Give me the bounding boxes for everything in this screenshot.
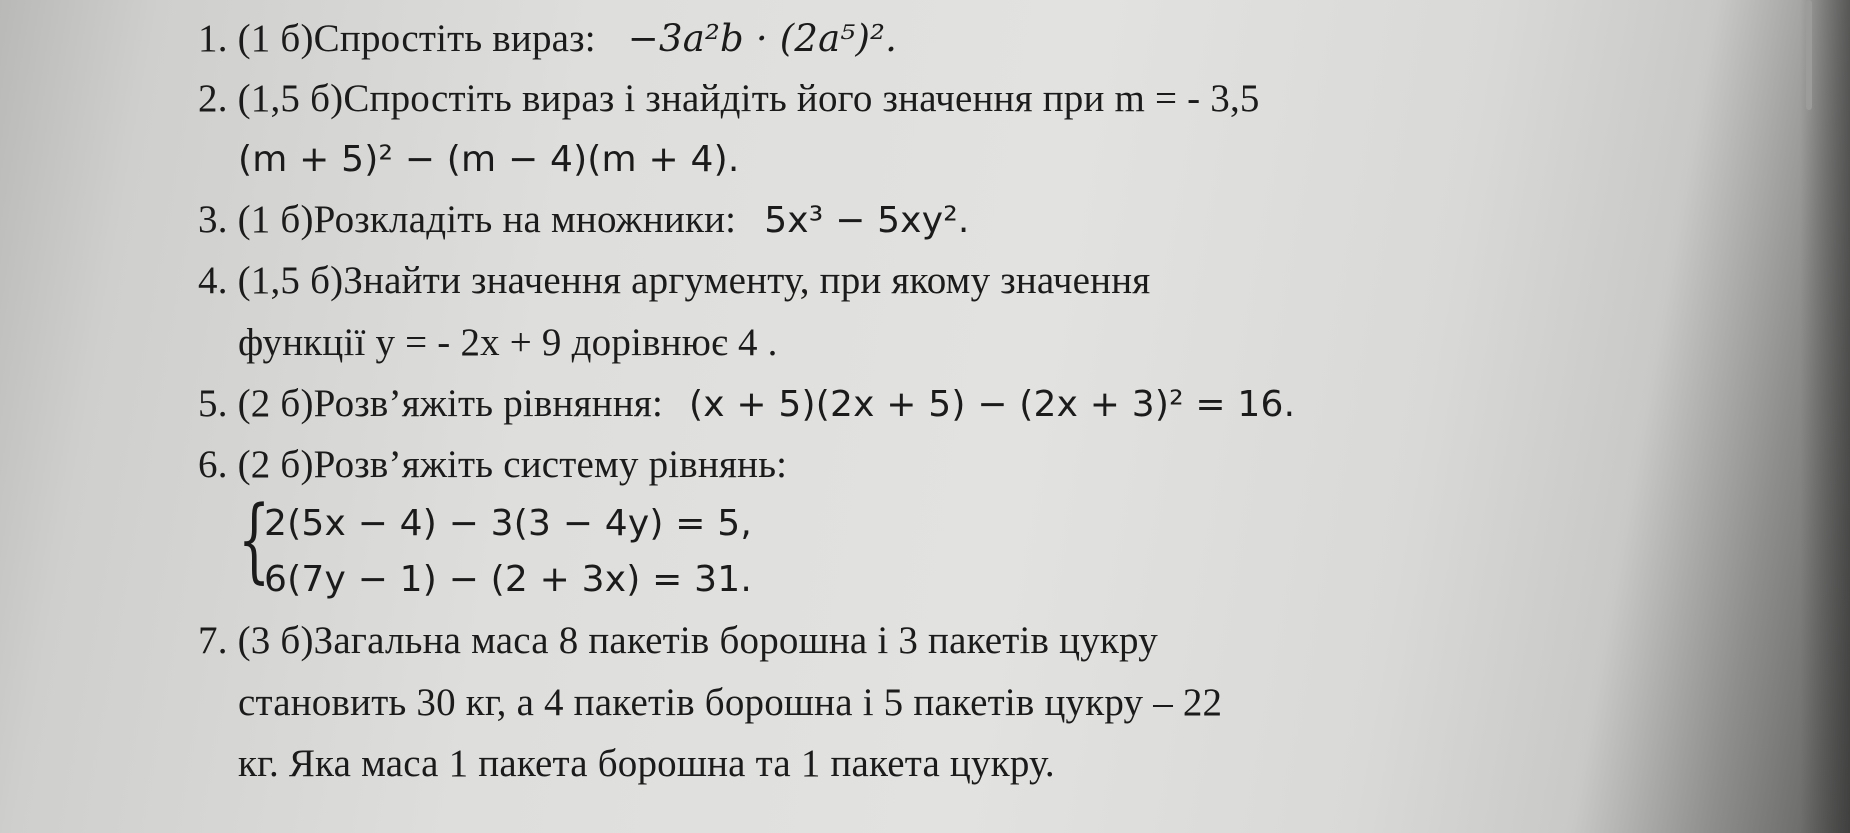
task-7 — [198, 618, 1158, 664]
task-3-expression: 5x³ − 5xy². — [764, 200, 970, 241]
task-5-expression: (x + 5)(2x + 5) − (2x + 3)² = 16. — [689, 384, 1296, 425]
screen-edge-shadow — [1800, 0, 1850, 833]
system-equation-2-line — [264, 556, 752, 603]
task-1-expression: −3a²b · (2a⁵)². — [627, 17, 898, 60]
task-7-line-2 — [238, 680, 1222, 726]
task-7-line-3 — [238, 741, 1055, 787]
task-4-text: 4. (1,5 б)Знайти значення аргументу, при якому значення — [198, 259, 1151, 302]
task-4-line-2 — [238, 320, 778, 366]
system-equation-2: 6(7y − 1) − (2 + 3x) = 31. — [264, 559, 752, 600]
task-6-text: 6. (2 б)Розв’яжіть систему рівнянь: — [198, 443, 788, 486]
system-equation-1-line — [264, 500, 752, 547]
system-equation-1: 2(5x − 4) − 3(3 − 4y) = 5, — [264, 503, 752, 544]
task-2-text: 2. (1,5 б)Спростіть вираз і знайдіть його значення при m = - 3,5 — [198, 77, 1260, 120]
task-4-text-2: функції y = - 2x + 9 дорівнює 4 . — [238, 321, 778, 364]
task-6 — [198, 442, 787, 488]
task-1 — [198, 16, 897, 62]
task-1-text: 1. (1 б)Спростіть вираз: — [198, 17, 596, 60]
task-5 — [198, 381, 1295, 428]
task-2-expression: (m + 5)² − (m − 4)(m + 4). — [238, 139, 740, 180]
task-3 — [198, 197, 969, 244]
task-7-text-1: 7. (3 б)Загальна маса 8 пакетів борошна і 3 пакетів цукру — [198, 619, 1158, 662]
task-7-text-3: кг. Яка маса 1 пакета борошна та 1 пакета цукру. — [238, 742, 1055, 785]
system-brace: { — [238, 486, 271, 593]
task-2 — [198, 76, 1260, 122]
task-3-text: 3. (1 б)Розкладіть на множники: — [198, 198, 737, 241]
task-4 — [198, 258, 1150, 304]
scrollbar-thumb[interactable] — [1806, 0, 1812, 110]
task-2-expression-line — [238, 136, 739, 183]
task-7-text-2: становить 30 кг, а 4 пакетів борошна і 5 пакетів цукру – 22 — [238, 681, 1223, 724]
task-5-text: 5. (2 б)Розв’яжіть рівняння: — [198, 382, 664, 425]
